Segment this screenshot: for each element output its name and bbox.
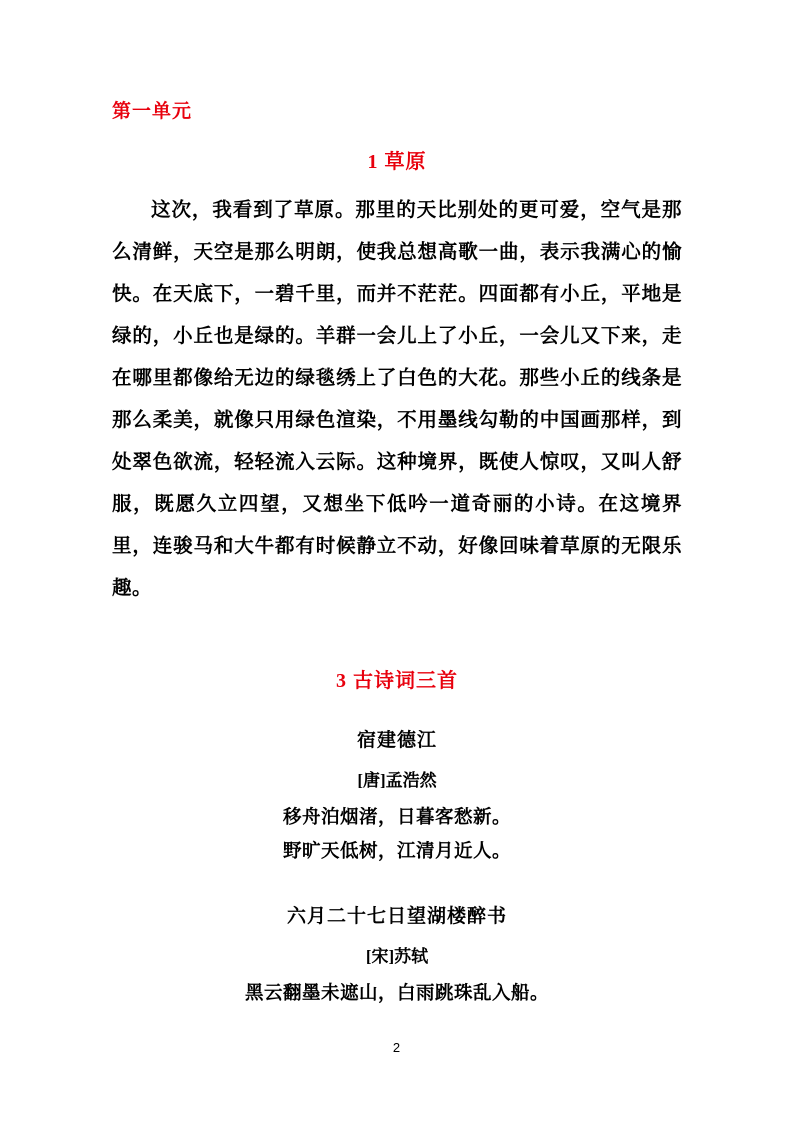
lesson-title-gushici: 3 古诗词三首 (336, 670, 458, 692)
unit-heading: 第一单元 (112, 101, 193, 122)
poem-author-menghaoran: [唐]孟浩然 (357, 771, 437, 790)
page-number: 2 (392, 1040, 401, 1055)
poem-spacer (112, 871, 682, 901)
lesson-body-paragraph: 这次，我看到了草原。那里的天比别处的更可爱，空气是那么清鲜，天空是那么明朗，使我总想高歌一曲，表示我满心的愉快。在天底下，一碧千里，而并不茫茫。四面都有小丘，平地是绿的，小丘也是绿的。羊群一会儿上了小丘，一会儿又下来，走在哪里都像给无边的绿毯绣上了白色的大花。那些小丘的线条是那么柔美，就像只用绿色渲染，不用墨线勾勒的中国画那样，到处翠色欲流，轻轻流入云际。这种境界，既使人惊叹，又叫人舒服，既愿久立四望，又想坐下低吟一道奇丽的小诗。在这境界里，连骏马和大牛都有时候静立不动，好像回味着草原的无限乐趣。 (112, 200, 682, 599)
poem-line: 黑云翻墨未遮山，白雨跳珠乱入船。 (244, 984, 549, 1004)
poem-line: 移舟泊烟渚，日暮客愁新。 (282, 808, 511, 828)
poem-title-sujiandejiang: 宿建德江 (356, 730, 437, 751)
poem-author-sushi: [宋]苏轼 (365, 947, 429, 966)
lesson-title-caoyuan: 1 草原 (367, 151, 427, 173)
page-content (112, 96, 682, 1013)
section-spacer (112, 610, 682, 664)
poem-spacer (112, 709, 682, 725)
poem-title-wanghulou: 六月二十七日望湖楼醉书 (286, 906, 507, 927)
poem-line: 野旷天低树，江清月近人。 (282, 842, 511, 862)
